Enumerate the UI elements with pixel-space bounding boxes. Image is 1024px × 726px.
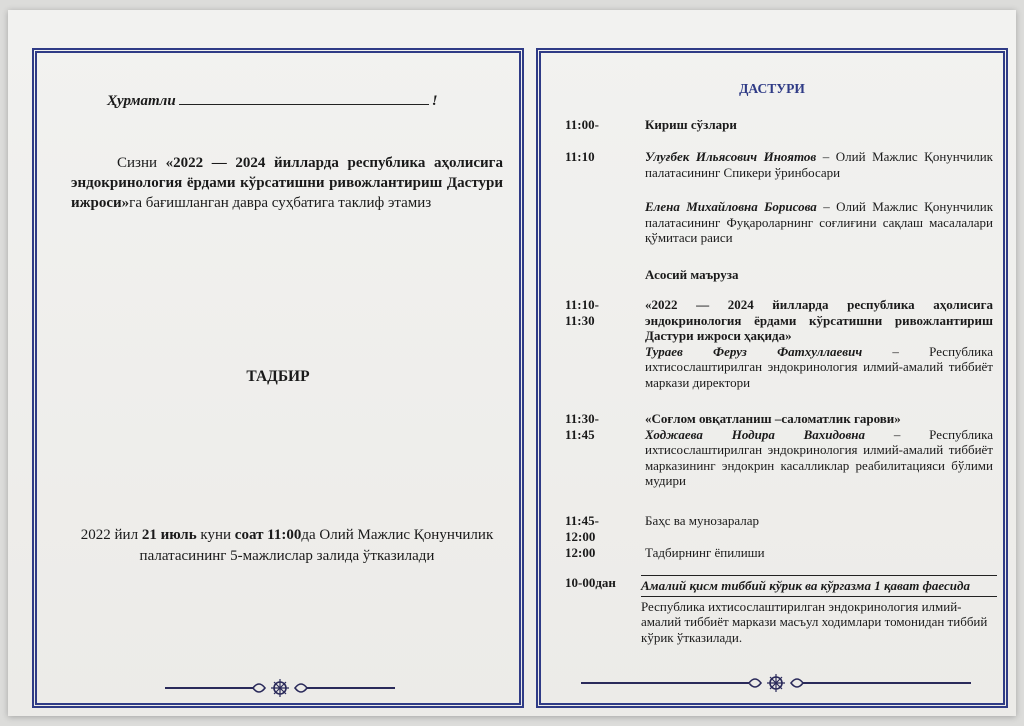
ornament-divider-left xyxy=(165,678,395,698)
item-text: Кириш сўзлари xyxy=(645,117,737,132)
section-heading: Асосий маъруза xyxy=(645,267,739,282)
speaker-role: – Олий Мажлис Қонунчилик палатасининг Спикери ўринбосари xyxy=(645,149,993,180)
invitation-sheet xyxy=(8,10,1016,716)
item-text xyxy=(645,297,993,390)
greeting xyxy=(107,91,467,110)
speaker-name: Тураев Феруз Фатхуллаевич xyxy=(645,343,863,359)
item-time: 11:00- xyxy=(565,117,599,132)
item-text xyxy=(645,199,993,246)
item-time: 11:30- 11:45 xyxy=(565,411,599,442)
program-title: ДАСТУРИ xyxy=(739,81,805,96)
item-time: 11:10 xyxy=(565,149,595,164)
item-text xyxy=(641,575,997,645)
event-date: 21 июль xyxy=(141,527,197,543)
greeting-prefix: Ҳурматли xyxy=(107,93,176,109)
report-topic: «2022 — 2024 йилларда республика аҳолисига эндокринология ёрдами кўрсатишни ривожлантириш Дастури ижроси ҳақида» xyxy=(645,297,993,343)
item-time: 10-00дан xyxy=(565,575,616,590)
practical-part: Амалий қисм тиббий кўрик ва кўргазма 1 қават фаесида xyxy=(641,575,997,597)
item-text: Тадбирнинг ёпилиши xyxy=(645,545,765,560)
practical-note: Республика ихтисослаштирилган эндокринология илмий-амалий тиббиёт маркази масъул ходимлари томонидан тиббий кўрик ўтказилади. xyxy=(641,598,988,645)
speaker-role: – Республика ихтисослаштирилган эндокринология илмий-амалий тиббиёт марказининг эндокрин касалликлар реабилитацияси бўлими мудири xyxy=(645,426,993,488)
item-time: 11:45- 12:00 xyxy=(565,513,599,544)
date-text-2: куни xyxy=(196,527,235,543)
name-blank-line xyxy=(179,91,429,105)
speaker-name: Ходжаева Нодира Вахидовна xyxy=(645,426,866,442)
speaker-role: – Олий Мажлис Қонунчилик палатасининг Фуқароларнинг соғлиғини сақлаш масалалари қўмитаси раиси xyxy=(645,199,994,245)
event-date-venue xyxy=(77,525,497,567)
item-time: 11:10- 11:30 xyxy=(565,297,599,328)
ornament-divider-right xyxy=(581,673,971,693)
greeting-suffix: ! xyxy=(431,93,438,109)
item-text xyxy=(645,149,993,180)
invite-program-title: «2022 — 2024 йилларда республика аҳолисига эндокринология ёрдами кўрсатишни ривожлантириш Дастури ижроси» xyxy=(71,155,503,211)
item-text xyxy=(645,411,993,489)
speaker-role: – Республика ихтисослаштирилган эндокринология илмий-амалий тиббиёт маркази директори xyxy=(645,343,993,390)
speaker-name: Улуғбек Ильясович Иноятов xyxy=(645,149,817,164)
program-panel xyxy=(536,48,1008,708)
date-text-1: 2022 йил xyxy=(80,527,142,543)
event-venue: да Олий Мажлис Қонунчилик палатасининг 5-мажлислар залида ўтказилади xyxy=(139,527,494,564)
invitation-text xyxy=(71,153,503,213)
event-time: соат 11:00 xyxy=(234,527,302,543)
item-text: Баҳс ва мунозаралар xyxy=(645,513,759,528)
invite-prefix: Сизни xyxy=(117,155,166,171)
item-time: 12:00 xyxy=(565,545,596,560)
report-topic: «Соғлом овқатланиш –саломатлик гарови» xyxy=(645,411,901,426)
invite-suffix: га бағишланган давра суҳбатига таклиф этамиз xyxy=(129,195,432,211)
speaker-name: Елена Михайловна Борисова xyxy=(645,199,817,214)
event-title: ТАДБИР xyxy=(246,368,310,385)
invitation-panel xyxy=(32,48,524,708)
